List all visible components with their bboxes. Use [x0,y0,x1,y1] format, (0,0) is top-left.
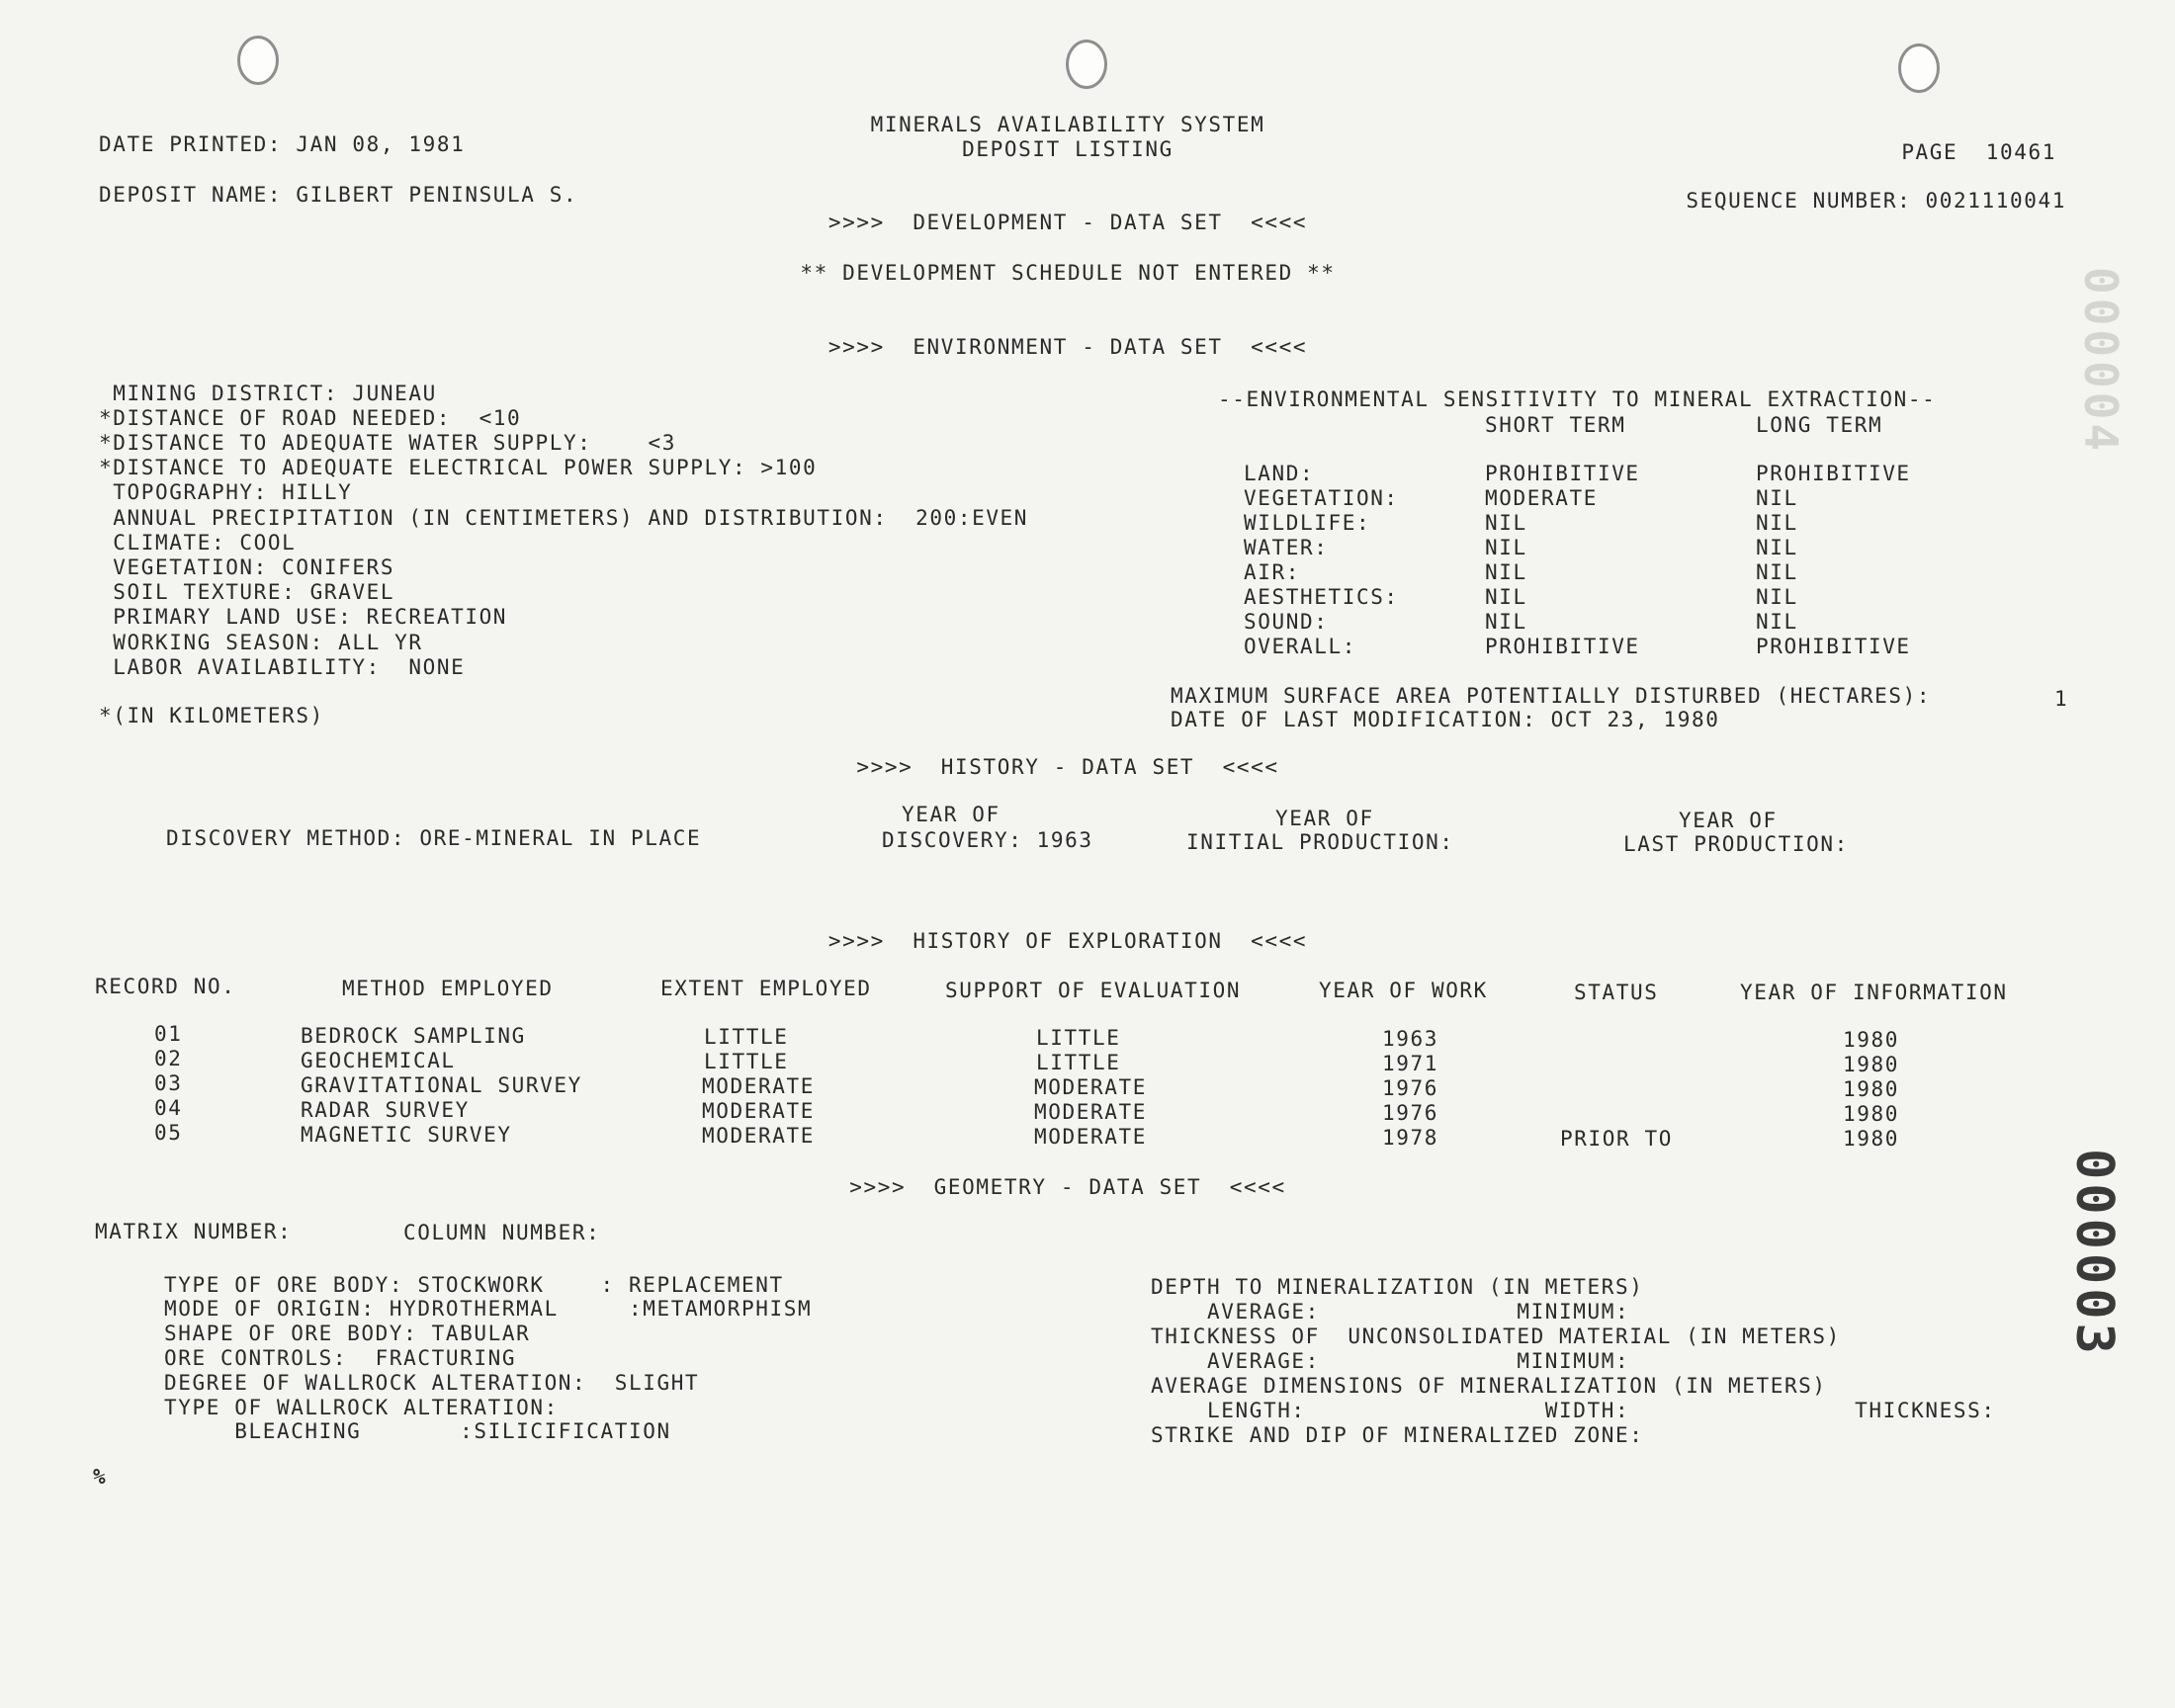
max-area-value: 1 [2054,687,2069,711]
cell-record: 01 [154,1022,183,1046]
geo-line: BLEACHING :SILICIFICATION [164,1419,671,1443]
env-line: *DISTANCE TO ADEQUATE WATER SUPPLY: <3 [99,431,676,455]
history-heading: >>>> HISTORY - DATA SET <<<< [856,755,1279,779]
year-of-discovery-label: YEAR OF [902,803,1000,826]
cell-info: 1980 [1843,1102,1899,1126]
sens-long: NIL [1756,560,1798,584]
page-stamp-bottom: 000003 [2064,1149,2124,1358]
discovery-year: DISCOVERY: 1963 [882,828,1093,852]
cell-support: MODERATE [1034,1125,1147,1149]
sens-short: NIL [1485,560,1527,584]
cell-info: 1980 [1843,1127,1899,1151]
cell-support: LITTLE [1036,1026,1121,1050]
cell-year: 1971 [1382,1052,1438,1075]
sens-long: NIL [1756,536,1798,559]
sens-label: SOUND: [1244,610,1329,634]
cell-year: 1978 [1382,1126,1438,1150]
env-line: *DISTANCE TO ADEQUATE ELECTRICAL POWER SUPPLY: >100 [99,456,818,479]
max-area-label: MAXIMUM SURFACE AREA POTENTIALLY DISTURBED (HECTARES): [1171,684,1932,708]
geo-right-line: STRIKE AND DIP OF MINERALIZED ZONE: [1151,1423,1644,1447]
cell-info: 1980 [1843,1053,1899,1076]
cell-method: RADAR SURVEY [301,1098,470,1122]
col-long-term: LONG TERM [1756,413,1883,437]
hdr-info: YEAR OF INFORMATION [1740,981,2008,1004]
geometry-heading: >>>> GEOMETRY - DATA SET <<<< [849,1175,1286,1199]
punch-hole-right [1898,43,1940,93]
geo-right-line: DEPTH TO MINERALIZATION (IN METERS) [1151,1275,1644,1299]
hdr-support: SUPPORT OF EVALUATION [945,979,1242,1002]
development-note: ** DEVELOPMENT SCHEDULE NOT ENTERED ** [800,261,1336,285]
cell-year: 1963 [1382,1027,1438,1051]
env-line: VEGETATION: CONIFERS [99,555,395,579]
env-line: ANNUAL PRECIPITATION (IN CENTIMETERS) AND DISTRIBUTION: 200:EVEN [99,506,1029,530]
year-of-last-label: YEAR OF [1679,809,1778,832]
cell-info: 1980 [1843,1077,1899,1101]
matrix-number: MATRIX NUMBER: [95,1220,293,1243]
cell-support: MODERATE [1034,1100,1147,1124]
cell-year: 1976 [1382,1076,1438,1100]
cell-support: LITTLE [1036,1051,1121,1074]
page-number: PAGE 10461 [1901,140,2056,164]
sensitivity-title: --ENVIRONMENTAL SENSITIVITY TO MINERAL EXTRACTION-- [1218,387,1937,411]
initial-production: INITIAL PRODUCTION: [1186,830,1454,854]
hdr-method: METHOD EMPLOYED [342,977,554,1000]
geo-line: TYPE OF ORE BODY: STOCKWORK : REPLACEMENT [164,1273,784,1297]
sens-short: PROHIBITIVE [1485,635,1640,658]
development-heading: >>>> DEVELOPMENT - DATA SET <<<< [827,211,1308,234]
geo-right-line: AVERAGE: MINIMUM: [1151,1349,1630,1373]
cell-record: 02 [154,1047,183,1070]
sens-long: NIL [1756,486,1798,510]
last-production: LAST PRODUCTION: [1623,832,1849,856]
geo-line: MODE OF ORIGIN: HYDROTHERMAL :METAMORPHISM [164,1297,813,1321]
sens-long: PROHIBITIVE [1756,635,1911,658]
deposit-name: DEPOSIT NAME: GILBERT PENINSULA S. [99,183,578,207]
geo-right-line: AVERAGE DIMENSIONS OF MINERALIZATION (IN METERS) [1151,1374,1827,1398]
sens-label: LAND: [1244,462,1315,485]
hdr-status: STATUS [1574,981,1659,1004]
env-line: TOPOGRAPHY: HILLY [99,480,353,504]
env-line: *DISTANCE OF ROAD NEEDED: <10 [99,406,522,430]
punch-hole-center [1066,40,1107,89]
cell-method: MAGNETIC SURVEY [301,1123,512,1147]
cell-extent: MODERATE [702,1074,815,1098]
sens-label: AESTHETICS: [1244,585,1399,609]
end-marker: % [93,1465,108,1489]
system-title: MINERALS AVAILABILITY SYSTEM [870,113,1265,136]
sens-label: OVERALL: [1244,635,1356,658]
sens-label: VEGETATION: [1244,486,1399,510]
geo-right-line: LENGTH: WIDTH: THICKNESS: [1151,1399,1996,1422]
cell-extent: MODERATE [702,1099,815,1123]
geo-right-line: AVERAGE: MINIMUM: [1151,1300,1630,1324]
last-modification: DATE OF LAST MODIFICATION: OCT 23, 1980 [1171,708,1720,731]
sens-long: PROHIBITIVE [1756,462,1911,485]
cell-record: 04 [154,1096,183,1120]
sens-long: NIL [1756,610,1798,634]
geo-right-line: THICKNESS OF UNCONSOLIDATED MATERIAL (IN METERS) [1151,1324,1841,1348]
sens-long: NIL [1756,511,1798,535]
cell-extent: LITTLE [704,1025,789,1049]
sens-short: NIL [1485,536,1527,559]
env-line: SOIL TEXTURE: GRAVEL [99,580,395,604]
env-line: CLIMATE: COOL [99,531,297,555]
sens-short: NIL [1485,610,1527,634]
cell-support: MODERATE [1034,1075,1147,1099]
col-short-term: SHORT TERM [1485,413,1626,437]
env-line: LABOR AVAILABILITY: NONE [99,655,466,679]
cell-record: 05 [154,1121,183,1145]
sens-label: WILDLIFE: [1244,511,1371,535]
punch-hole-left [237,36,279,85]
cell-status: PRIOR TO [1560,1127,1673,1151]
geo-line: SHAPE OF ORE BODY: TABULAR [164,1322,531,1345]
sens-short: MODERATE [1485,486,1598,510]
env-line: PRIMARY LAND USE: RECREATION [99,605,508,629]
page-stamp-top: 000004 [2074,267,2128,456]
exploration-heading: >>>> HISTORY OF EXPLORATION <<<< [827,929,1308,953]
cell-extent: MODERATE [702,1124,815,1148]
sens-long: NIL [1756,585,1798,609]
sens-label: WATER: [1244,536,1329,559]
column-number: COLUMN NUMBER: [403,1221,601,1244]
cell-record: 03 [154,1071,183,1095]
env-footnote: *(IN KILOMETERS) [99,704,324,727]
geo-line: ORE CONTROLS: FRACTURING [164,1346,517,1370]
env-line: MINING DISTRICT: JUNEAU [99,382,437,405]
geo-line: TYPE OF WALLROCK ALTERATION: [164,1396,559,1419]
sens-short: PROHIBITIVE [1485,462,1640,485]
cell-year: 1976 [1382,1101,1438,1125]
sens-label: AIR: [1244,560,1300,584]
cell-method: BEDROCK SAMPLING [301,1024,526,1048]
cell-extent: LITTLE [704,1050,789,1073]
environment-heading: >>>> ENVIRONMENT - DATA SET <<<< [827,335,1308,359]
date-printed: DATE PRINTED: JAN 08, 1981 [99,132,466,156]
hdr-extent: EXTENT EMPLOYED [660,977,872,1000]
listing-title: DEPOSIT LISTING [962,137,1174,161]
geo-line: DEGREE OF WALLROCK ALTERATION: SLIGHT [164,1371,700,1395]
cell-method: GEOCHEMICAL [301,1049,456,1072]
year-of-initial-label: YEAR OF [1275,807,1374,830]
sequence-number: SEQUENCE NUMBER: 0021110041 [1686,189,2066,213]
cell-method: GRAVITATIONAL SURVEY [301,1073,582,1097]
sens-short: NIL [1485,511,1527,535]
sens-short: NIL [1485,585,1527,609]
hdr-year: YEAR OF WORK [1319,979,1488,1002]
cell-info: 1980 [1843,1028,1899,1052]
discovery-method: DISCOVERY METHOD: ORE-MINERAL IN PLACE [166,826,702,850]
env-line: WORKING SEASON: ALL YR [99,631,423,654]
hdr-record: RECORD NO. [95,975,236,998]
